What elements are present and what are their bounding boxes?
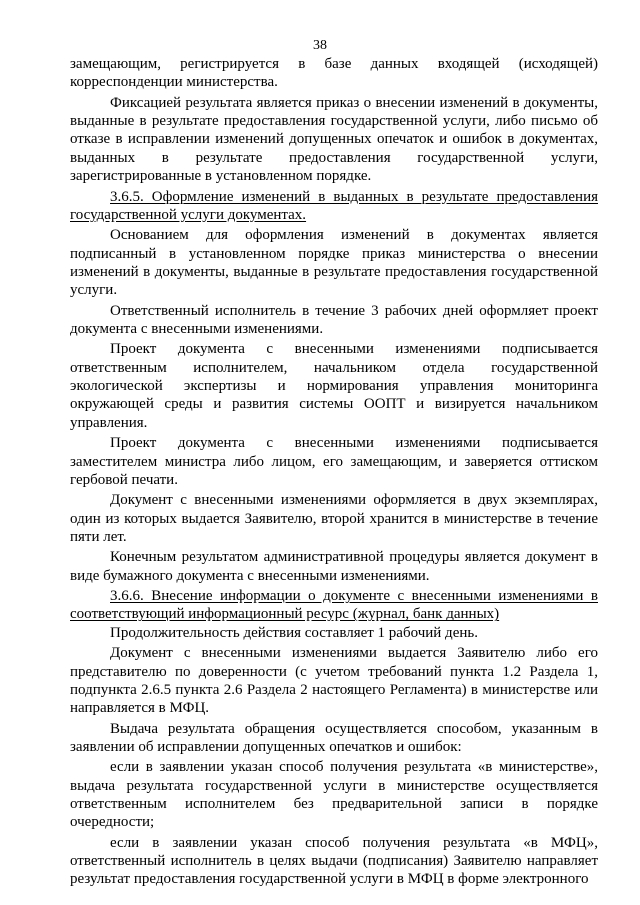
paragraph-final-result: Конечным результатом административной процедуры является документ в виде бумажного документа с внесенными изменениями. <box>70 549 598 584</box>
paragraph-basis: Основанием для оформления изменений в документах является подписанный в установленном порядке приказ министерства о внесении изменений в документы, выданные в результате предоставления государственной услуги. <box>70 227 598 299</box>
document-body <box>70 55 598 889</box>
paragraph-continuation: замещающим, регистрируется в базе данных входящей (исходящей) корреспонденции министерства. <box>70 56 598 91</box>
paragraph-result-fixation: Фиксацией результата является приказ о внесении изменений в документы, выданные в результате предоставления государственной услуги, либо письмо об отказе в исправлении изменений допущенных опечаток и ошибок в документах, выданных в результате предоставления государственной услуги, зарегистрированные в установленном порядке. <box>70 94 598 185</box>
section-heading-3-6-5: 3.6.5. Оформление изменений в выданных в результате предоставления государственной услуги документах. <box>70 188 598 223</box>
section-heading-3-6-6: 3.6.6. Внесение информации о документе с внесенными изменениями в соответствующий информационный ресурс (журнал, банк данных) <box>70 588 598 623</box>
paragraph-issuance: Документ с внесенными изменениями выдается Заявителю либо его представителю по доверенности (с учетом требований пункта 1.2 Раздела 1, подпункта 2.6.5 пункта 2.6 Раздела 2 настоящего Регламента) в министерстве или направляется в МФЦ. <box>70 645 598 717</box>
paragraph-executor-term: Ответственный исполнитель в течение 3 рабочих дней оформляет проект документа с внесенными изменениями. <box>70 302 598 338</box>
paragraph-issuance-method: Выдача результата обращения осуществляется способом, указанным в заявлении об исправлении допущенных опечатков и ошибок: <box>70 720 598 755</box>
paragraph-deputy-signing: Проект документа с внесенными изменениями подписывается заместителем министра либо лицом, его замещающим, и заверяется оттиском гербовой печати. <box>70 435 598 488</box>
paragraph-duration: Продолжительность действия составляет 1 рабочий день. <box>110 624 478 641</box>
paragraph-mfc-option: если в заявлении указан способ получения результата «в МФЦ», ответственный исполнитель в целях выдачи (подписания) Заявителю направляет результат предоставления государственной услуги в МФЦ в форме электронного <box>70 834 598 888</box>
paragraph-two-copies: Документ с внесенными изменениями оформляется в двух экземплярах, один из которых выдается Заявителю, второй хранится в министерстве в течение пяти лет. <box>70 492 598 545</box>
paragraph-draft-signing: Проект документа с внесенными изменениями подписывается ответственным исполнителем, начальником отдела государственной экологической экспертизы и нормирования управления мониторинга окружающей среды и развития системы ООПТ и визируется начальником управления. <box>70 341 598 431</box>
page-number: 38 <box>313 38 327 53</box>
paragraph-ministry-option: если в заявлении указан способ получения результата «в министерстве», выдача результата государственной услуги в министерстве осуществляется ответственным исполнителем без предварительной записи в порядке очередности; <box>70 759 598 831</box>
